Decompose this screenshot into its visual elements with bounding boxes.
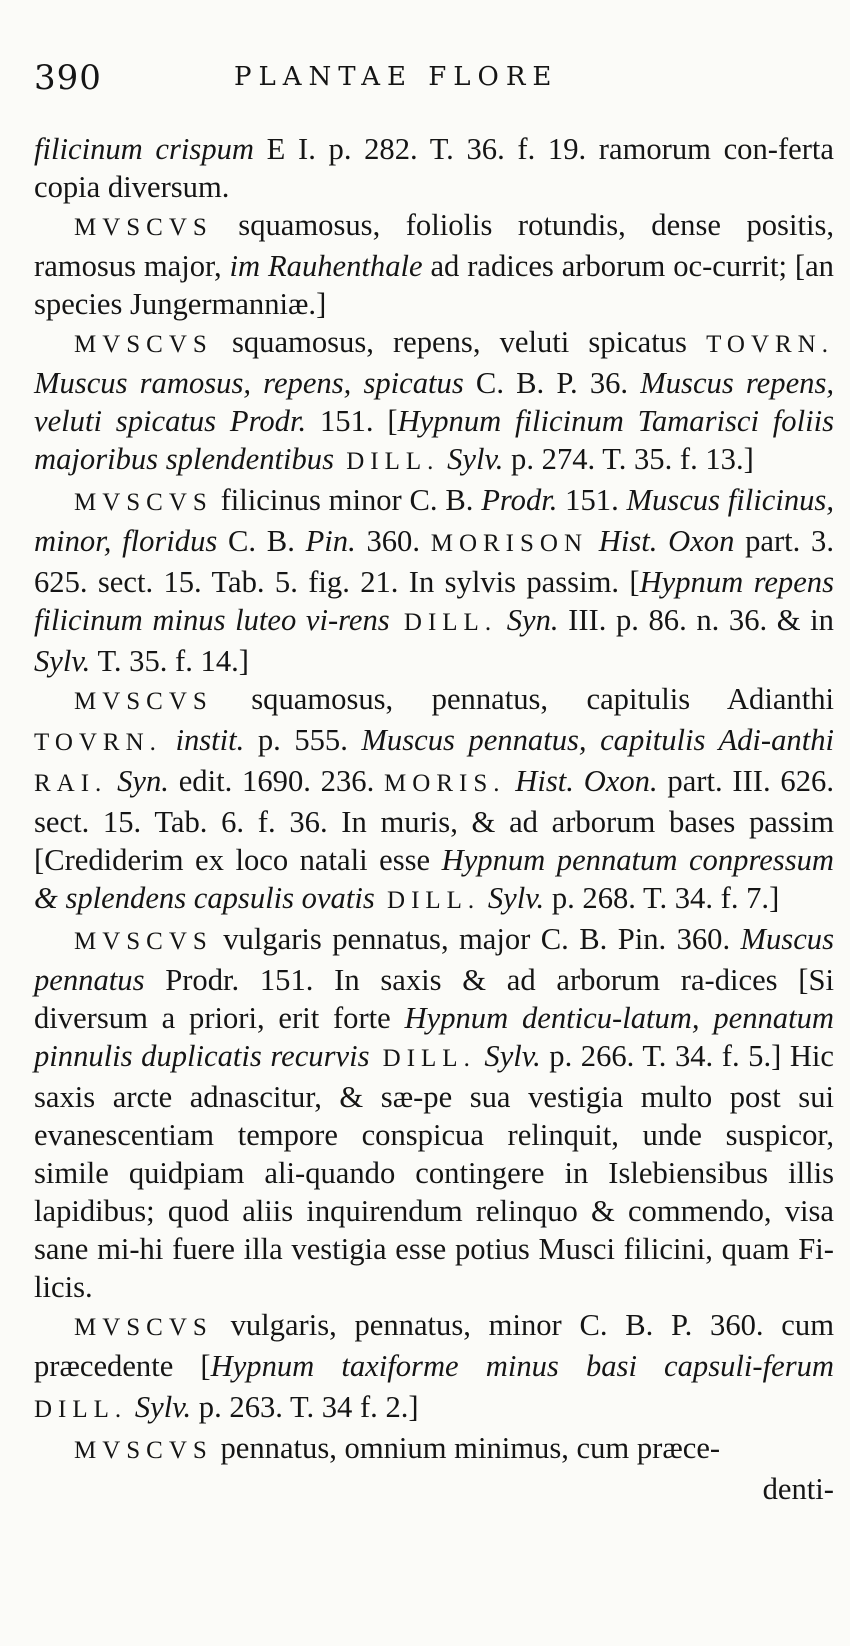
roman-text: edit. 1690. 236.	[168, 764, 385, 798]
roman-text: squamosus, repens, veluti spicatus	[212, 325, 707, 359]
lemma: MVSCVS	[74, 1314, 213, 1341]
author-abbrev: TOVRN.	[706, 331, 834, 358]
catchword: denti-	[762, 1472, 834, 1506]
italic-text: Muscus ramosus, repens, spicatus	[34, 366, 464, 400]
italic-text: Sylv.	[34, 644, 91, 678]
roman-text: T. 35. f. 14.]	[90, 644, 249, 678]
author-abbrev: DILL.	[374, 887, 481, 914]
italic-text: Hypnum filicinum Tamarisci foliis majoribus splendentibus	[34, 404, 835, 476]
author-abbrev: DILL.	[369, 1045, 476, 1072]
roman-text: p. 274. T. 35. f. 13.]	[503, 442, 754, 476]
roman-text: III. p. 86. n. 36. & in	[558, 603, 834, 637]
entry-muscus-squamosus-foliolis	[34, 206, 834, 323]
lemma: MVSCVS	[74, 214, 213, 241]
roman-text: p. 555.	[244, 723, 362, 757]
roman-text: Prodr. 151. In saxis & ad arborum ra-dices [Si diversum a priori, erit forte	[34, 963, 834, 1035]
roman-text: p. 268. T. 34. f. 7.]	[544, 881, 780, 915]
italic-text: Muscus filicinus, minor, floridus	[34, 483, 834, 558]
author-abbrev: DILL.	[334, 448, 440, 475]
roman-text: vulgaris pennatus, major C. B. Pin. 360.	[212, 922, 741, 956]
italic-text: Syn.	[107, 764, 169, 798]
author-abbrev: DILL.	[389, 609, 498, 636]
page-header	[34, 50, 834, 110]
roman-text: p. 266. T. 34. f. 5.] Hic saxis arcte adnascitur, & sæ-pe sua vestigia multo post sui evanescentiam tempore conspicua relinquit, unde suspicor, simile quidpiam ali-quando contingere in Islebiensibus illis lapidibus; quod aliis inquirendum relinquo & commendo, visa sane mi-hi fuere illa vestigia esse potius Musci filicini, quam Fi-licis.	[34, 1039, 835, 1304]
running-head: PLANTAE FLORE	[234, 62, 559, 92]
italic-text: Hist. Oxon	[588, 524, 735, 558]
lemma: MVSCVS	[74, 688, 213, 715]
italic-text: filicinum crispum	[34, 132, 255, 166]
paragraph-continuation	[34, 130, 834, 206]
italic-text: Muscus pennatus, capitulis Adi-anthi	[361, 723, 835, 757]
roman-text: p. 263. T. 34 f. 2.]	[191, 1390, 419, 1424]
lemma: MVSCVS	[74, 928, 213, 955]
entry-muscus-filicinus-minor	[34, 481, 834, 680]
italic-text: Muscus repens, veluti spicatus Prodr.	[34, 366, 834, 438]
italic-text: Sylv.	[480, 881, 545, 915]
roman-text: E I. p. 282. T. 36. f. 19. ramorum con-ferta copia diversum.	[34, 132, 834, 204]
roman-text: part. III. 626. sect. 15. Tab. 6. f. 36. In muris, & ad arborum bases passim [Crediderim ex loco natali esse	[34, 764, 834, 877]
italic-text: instit.	[161, 723, 245, 757]
author-abbrev: MORIS.	[384, 770, 506, 797]
author-abbrev: DILL.	[34, 1396, 128, 1423]
author-abbrev: MORISON	[430, 530, 589, 557]
roman-text: pennatus, omnium minimus, cum præce-	[212, 1431, 721, 1465]
italic-text: Syn.	[497, 603, 559, 637]
italic-text: Hypnum repens filicinum minus luteo vi-rens	[34, 565, 834, 637]
italic-text: Hist. Oxon.	[505, 764, 658, 798]
italic-text: Hypnum denticu-latum, pennatum pinnulis duplicatis recurvis	[34, 1001, 834, 1073]
lemma: MVSCVS	[74, 489, 213, 516]
roman-text: ad radices arborum oc-currit; [an species Jungermanniæ.]	[34, 249, 834, 321]
lemma: MVSCVS	[74, 1437, 213, 1464]
italic-text: Sylv.	[475, 1039, 541, 1073]
entry-muscus-vulgaris-pennatus-minor	[34, 1306, 834, 1429]
italic-text: Hypnum pennatum conpressum & splendens capsulis ovatis	[34, 843, 834, 915]
italic-text: Sylv.	[439, 442, 504, 476]
roman-text: C. B. P. 36.	[463, 366, 641, 400]
italic-text: im Rauhenthale	[229, 249, 423, 283]
roman-text: filicinus minor C. B.	[212, 483, 482, 517]
italic-text: Hypnum taxiforme minus basi capsuli-ferum	[210, 1349, 834, 1383]
roman-text: 360.	[355, 524, 431, 558]
author-abbrev: TOVRN.	[34, 729, 162, 756]
book-page	[34, 50, 834, 1508]
roman-text: 151. [	[306, 404, 398, 438]
roman-text: 151.	[557, 483, 627, 517]
page-number: 390	[34, 58, 102, 98]
italic-text: Pin.	[305, 524, 356, 558]
entry-muscus-squamosus-pennatus	[34, 680, 834, 920]
italic-text: Muscus pennatus	[34, 922, 834, 997]
entry-muscus-pennatus-minimus	[34, 1429, 834, 1470]
italic-text: Prodr.	[481, 483, 558, 517]
roman-text: C. B.	[217, 524, 306, 558]
entry-muscus-squamosus-repens	[34, 323, 834, 481]
body-text	[34, 130, 834, 1508]
entry-muscus-vulgaris-pennatus-major	[34, 920, 834, 1306]
lemma: MVSCVS	[74, 331, 213, 358]
roman-text: part. 3. 625. sect. 15. Tab. 5. fig. 21. In sylvis passim. [	[34, 524, 834, 599]
roman-text: vulgaris, pennatus, minor C. B. P. 360. cum præcedente [	[34, 1308, 834, 1383]
roman-text: squamosus, foliolis rotundis, dense positis, ramosus major,	[34, 208, 834, 283]
roman-text: squamosus, pennatus, capitulis Adianthi	[212, 682, 834, 716]
italic-text: Sylv.	[127, 1390, 192, 1424]
author-abbrev: RAI.	[34, 770, 108, 797]
